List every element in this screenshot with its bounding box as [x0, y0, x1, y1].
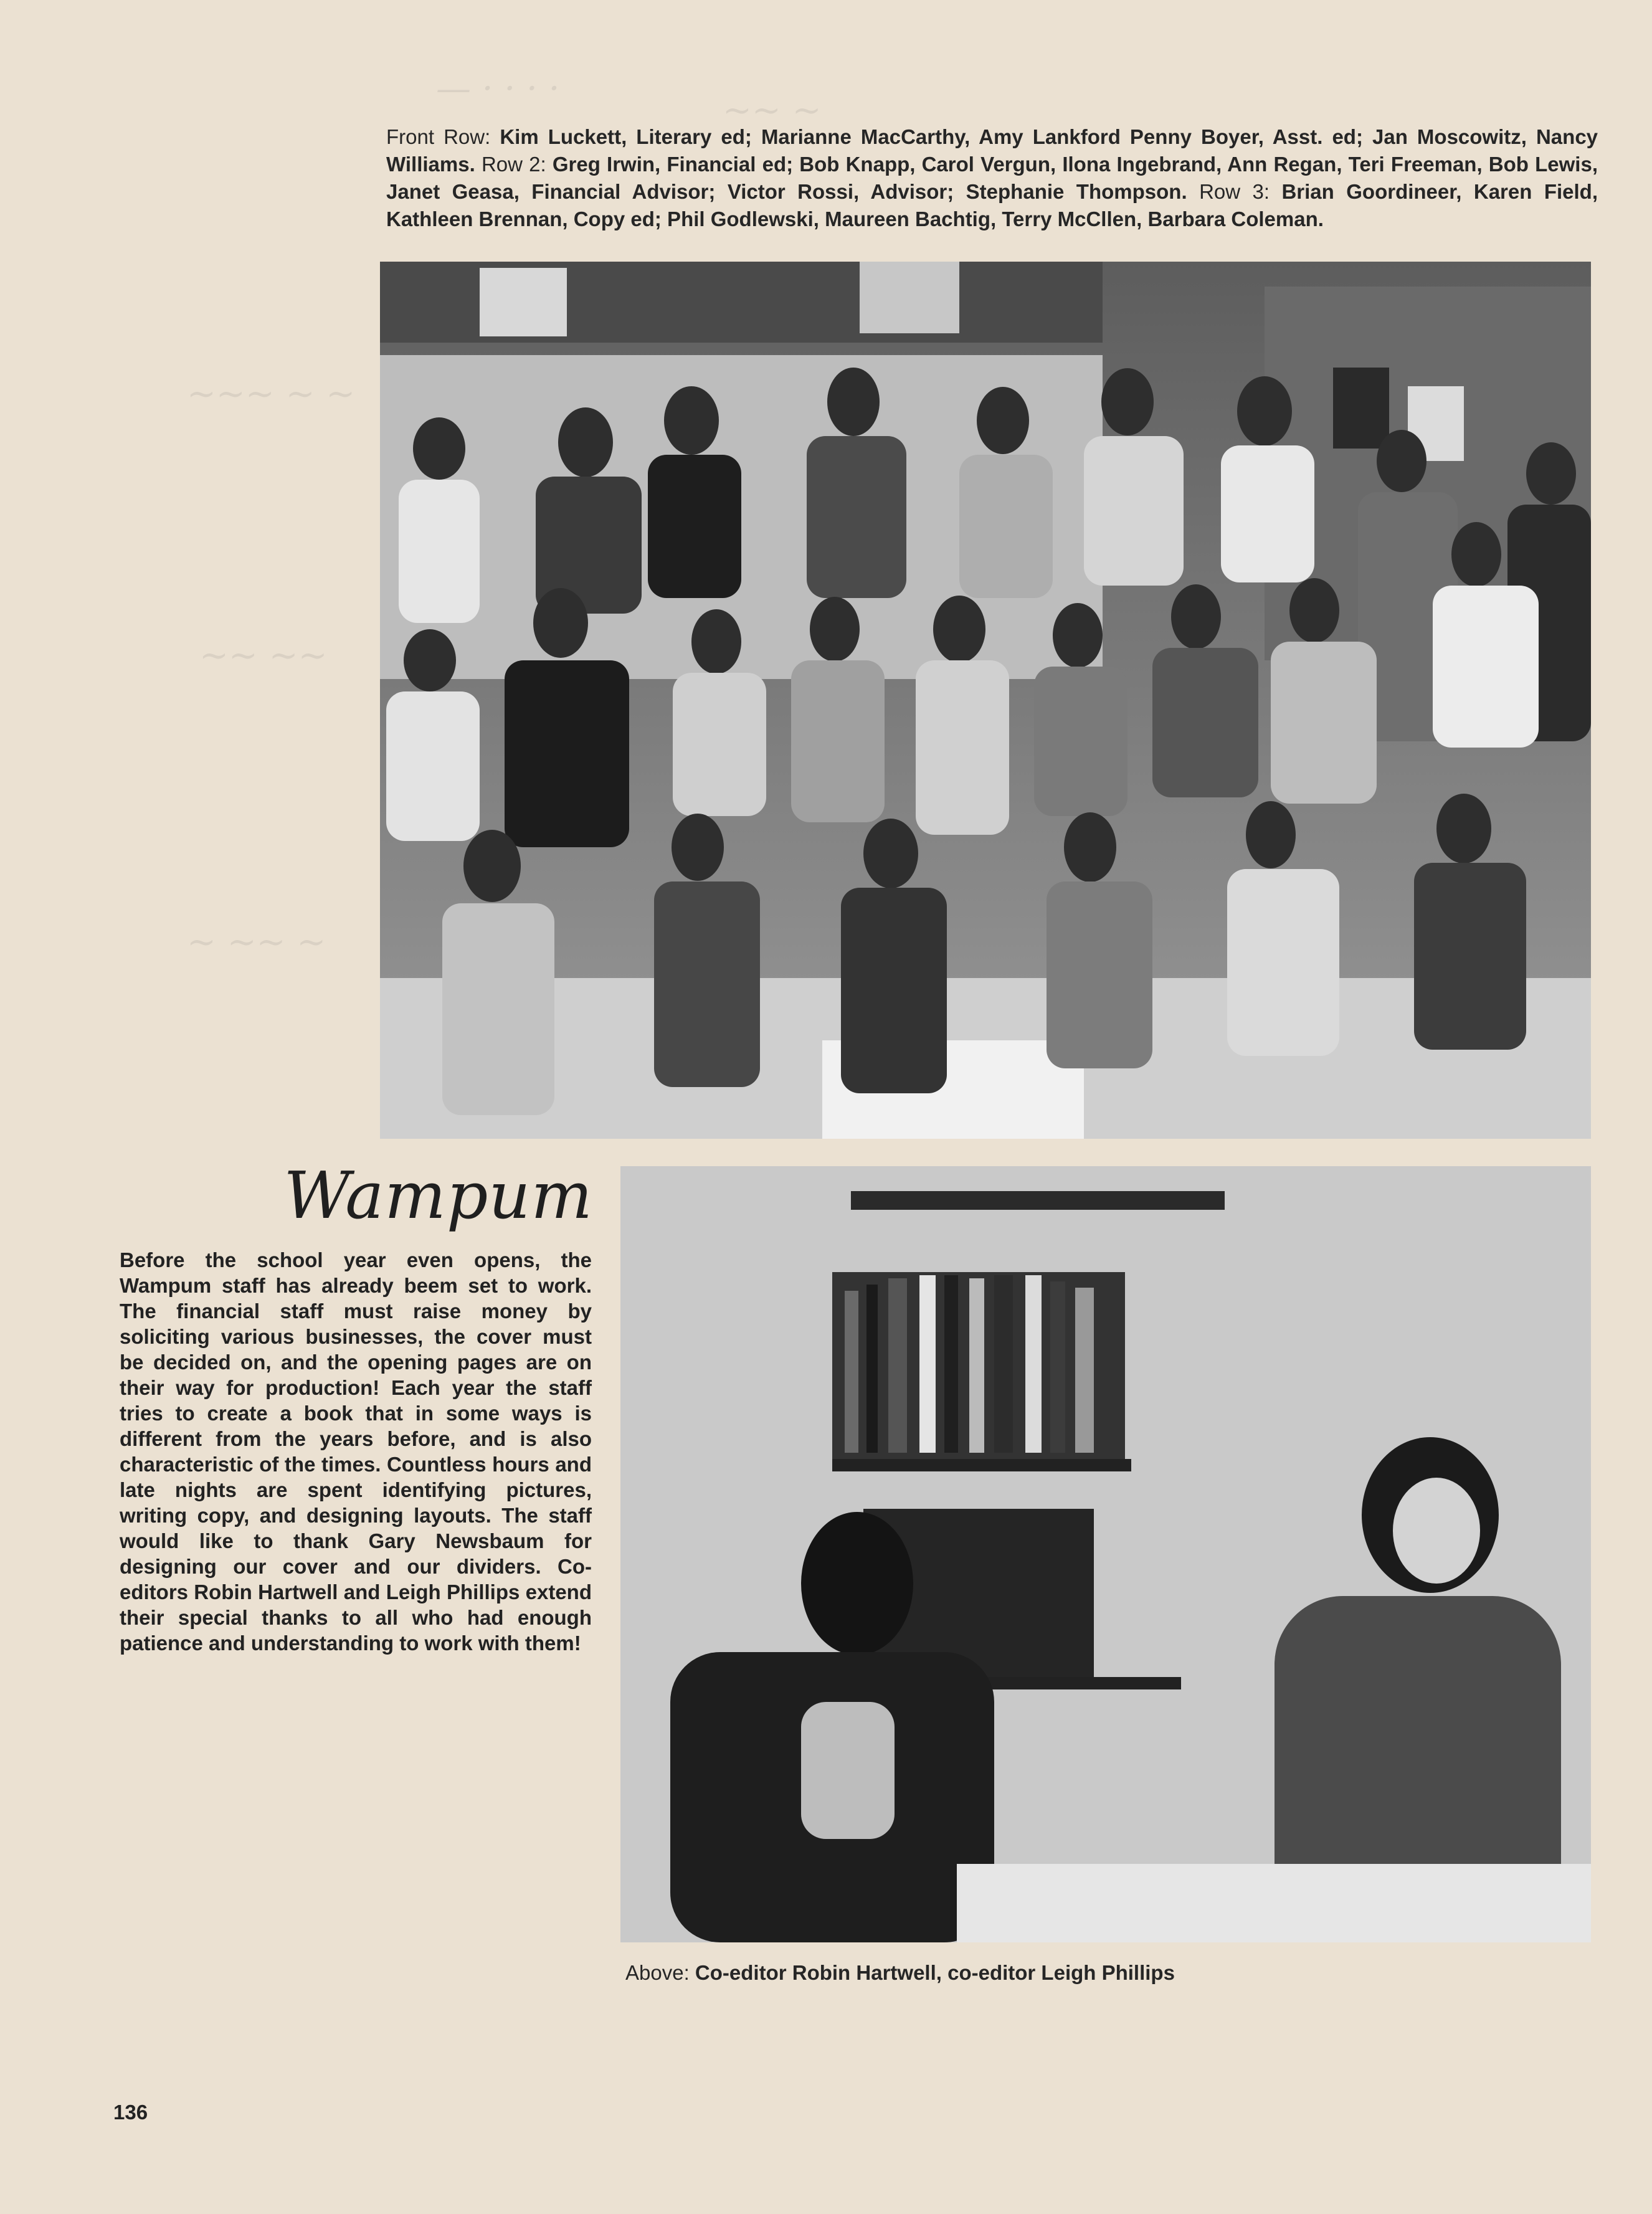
body-paragraph: Before the school year even opens, the Wampum staff has already beem set to work. The financial staff must raise money by soliciting various businesses, the cover must be decided on, and the opening pages are on their way for production! Each year the staff tries to create a book that in some ways is different from the years before, and is also characteristic of the times. Countless hours and late nights are spent identifying pictures, writing copy, and designing layouts. The staff would like to thank Gary Newsbaum for designing our cover and our dividers. Co-editors Robin Hartwell and Leigh Phillips extend their special thanks to all who had enough patience and understanding to work with them!: [120, 1248, 592, 1655]
row-2-label: Row 2:: [481, 153, 546, 176]
co-editors-photo: [620, 1166, 1591, 1942]
co-editors-photo-image: [620, 1166, 1591, 1942]
staff-group-photo: [380, 262, 1591, 1139]
page-number: 136: [113, 2101, 148, 2124]
group-photo-caption: [386, 123, 1598, 233]
yearbook-page: — · · · · ~~ ~ ~~~ ~ ~ ~~ ~~ ~ ~~ ~ Front Row: Kim Luckett, Literary ed; Marianne MacCarthy, Amy Lankford Penny Boyer, Asst. ed; Jan Moscowitz, Nancy Williams. Row 2: Greg Irwin, Financial ed; Bob Knapp, Carol Vergun, Ilona Ingebrand, Ann Regan, Teri Freeman, Bob Lewis, Janet Geasa, Financial Advisor; Victor Rossi, Advisor; Stephanie Thompson. Row 3: Brian Goordineer, Karen Field, Kathleen Brennan, Copy ed; Phil Godlewski, Maureen Bachtig, Terry McCllen, Barbara Coleman. Wampum Before the school year even opens, the Wampum staff has already beem set to work. The financial staff must raise money by soliciting various businesses, the cover must be decided on, and the opening pages are on their way for production! Each year the staff tries to create a book that in some ways is different from the years before, and is also characteristic of the times. Countless hours and late nights are spent identifying pictures, writing copy, and designing layouts. The staff would like to thank Gary Newsbaum for designing our cover and our dividers. Co-editors Robin Hartwell and Leigh Phillips extend their special thanks to all who had enough patience and understanding to work with them! Above: Co-editor Robin Hartwell, co-editor Leigh Phillips 136: [113, 69, 1598, 2124]
row-2-names: Greg Irwin, Financial ed; Bob Knapp, Carol Vergun, Ilona Ingebrand, Ann Regan, Teri Freeman, Bob Lewis, Janet Geasa, Financial Advisor; Victor Rossi, Advisor; Stephanie Thompson.: [386, 153, 1598, 203]
group-photo-image: [380, 262, 1591, 1139]
body-text: [120, 1247, 592, 1656]
caption-text: Co-editor Robin Hartwell, co-editor Leigh Phillips: [695, 1961, 1175, 1984]
co-editors-caption: [625, 1961, 1175, 1985]
row-3-names: Brian Goordineer, Karen Field, Kathleen Brennan, Copy ed; Phil Godlewski, Maureen Bachtig, Terry McCllen, Barbara Coleman.: [386, 180, 1598, 230]
row-3-label: Row 3:: [1199, 180, 1270, 203]
front-row-names: Kim Luckett, Literary ed; Marianne MacCarthy, Amy Lankford Penny Boyer, Asst. ed; Jan Moscowitz, Nancy Williams.: [386, 125, 1598, 176]
front-row-label: Front Row:: [386, 125, 491, 148]
section-title: Wampum: [283, 1157, 593, 1233]
caption-label: Above:: [625, 1961, 690, 1984]
